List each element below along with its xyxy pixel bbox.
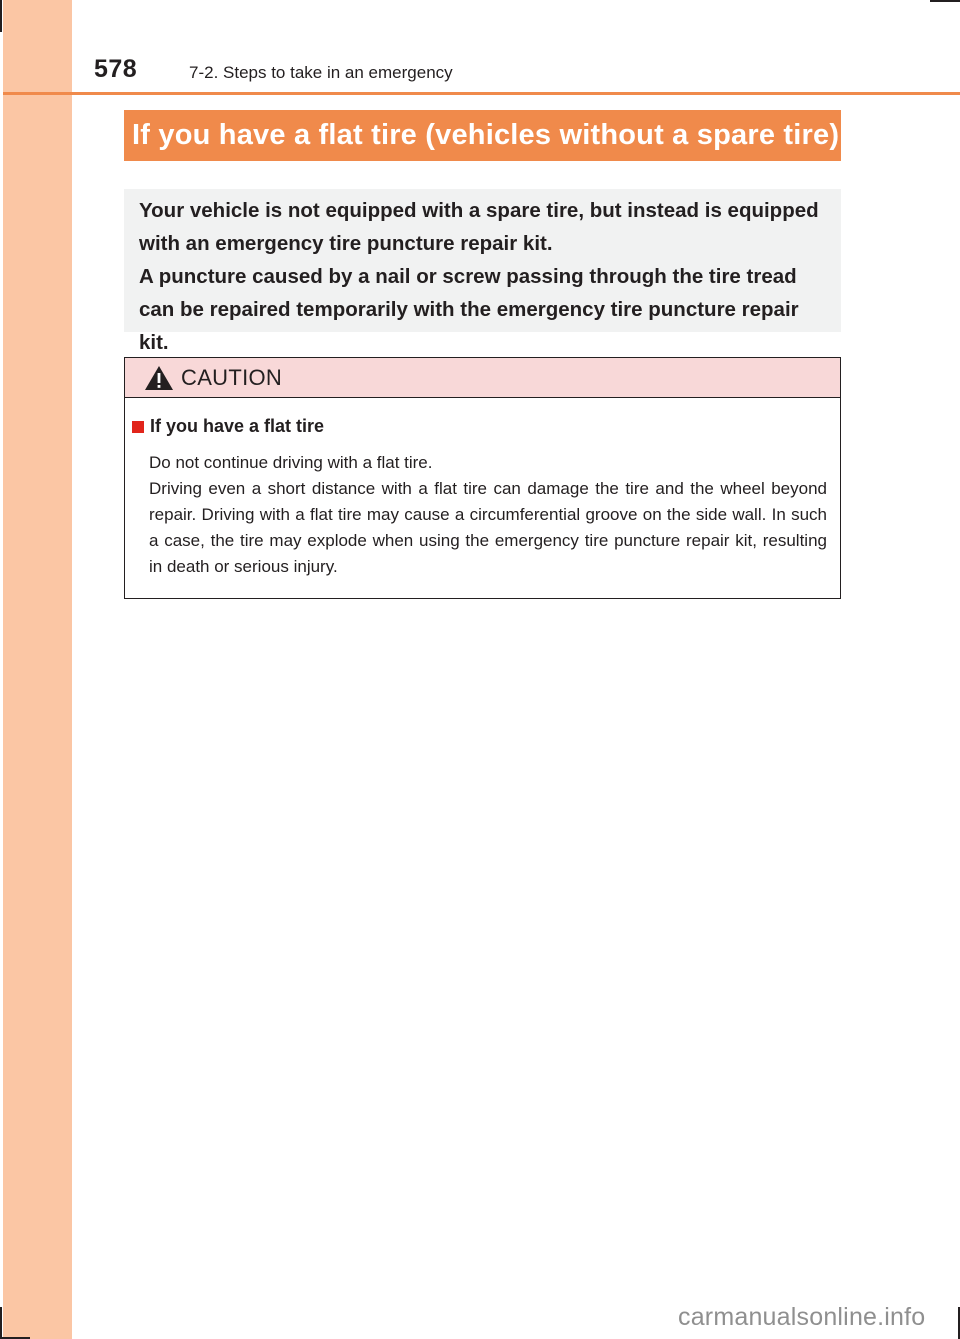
intro-box [124, 189, 841, 354]
crop-mark [0, 1307, 2, 1339]
red-square-bullet-icon [132, 421, 144, 433]
intro-paragraph-2: A puncture caused by a nail or screw passing through the tire tread can be repaired temporarily with the emergency tire puncture repair kit. [139, 265, 799, 354]
caution-header [125, 358, 840, 398]
caution-heading: CAUTION [181, 364, 283, 390]
caution-line-1: Do not continue driving with a flat tire. [149, 453, 433, 472]
intro-paragraph-1: Your vehicle is not equipped with a spare tire, but instead is equipped with an emergency tire puncture repair kit. [139, 199, 819, 255]
page-title: If you have a flat tire (vehicles without a spare tire) [132, 119, 840, 151]
warning-triangle-icon [144, 365, 174, 391]
caution-line-2: Driving even a short distance with a flat tire can damage the tire and the wheel beyond repair. Driving with a flat tire may cause a circumferential groove on the side wall. In such a case, the tire may explode when using the emergency tire puncture repair kit, resulting in death or serious injury. [149, 479, 827, 576]
crop-mark [0, 0, 2, 2]
header-rule [3, 92, 960, 95]
page-title-bar [124, 110, 841, 161]
watermark-text: carmanualsonline.info [678, 1303, 926, 1331]
caution-item-title-text: If you have a flat tire [150, 416, 325, 436]
caution-box [124, 357, 841, 599]
crop-mark [930, 0, 960, 2]
section-title: 7-2. Steps to take in an emergency [189, 63, 453, 82]
page-number: 578 [94, 55, 138, 83]
crop-mark [0, 0, 2, 32]
caution-text [149, 450, 827, 580]
side-tab-band [3, 0, 72, 1339]
caution-item-title [132, 416, 324, 437]
